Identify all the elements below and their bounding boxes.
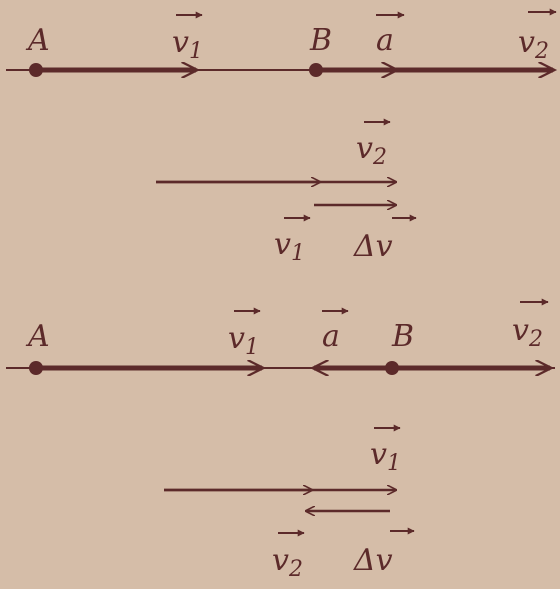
top-sum-label-v1: $v_1$	[274, 227, 305, 266]
bottom-point-b	[385, 361, 399, 375]
top-vector-sum	[156, 122, 416, 266]
bottom-label-b: B	[392, 319, 415, 354]
bottom-vector-sum	[164, 428, 414, 582]
bottom-sum-label-v2: $v_2$	[272, 543, 303, 582]
top-label-v1: $v_1$	[172, 25, 203, 64]
bottom-label-v2: $v_2$	[512, 313, 543, 352]
top-sum-label-v2: $v_2$	[356, 131, 387, 170]
bottom-sum-label-v1: $v_1$	[370, 437, 401, 476]
bottom-label-a: A	[28, 319, 50, 354]
top-point-a	[29, 63, 43, 77]
bottom-point-a	[29, 361, 43, 375]
top-label-b: B	[310, 23, 333, 58]
bottom-diagram	[6, 302, 555, 375]
bottom-label-v1: $v_1$	[228, 321, 259, 360]
bottom-label-a-accel: a	[322, 319, 340, 354]
top-label-v2: $v_2$	[518, 25, 549, 64]
bottom-sum-label-delta: Δv	[354, 543, 393, 578]
top-sum-label-delta: Δv	[354, 229, 393, 264]
top-label-a-accel: a	[376, 23, 394, 58]
top-point-b	[309, 63, 323, 77]
top-label-a: A	[28, 23, 50, 58]
top-diagram	[6, 12, 556, 77]
